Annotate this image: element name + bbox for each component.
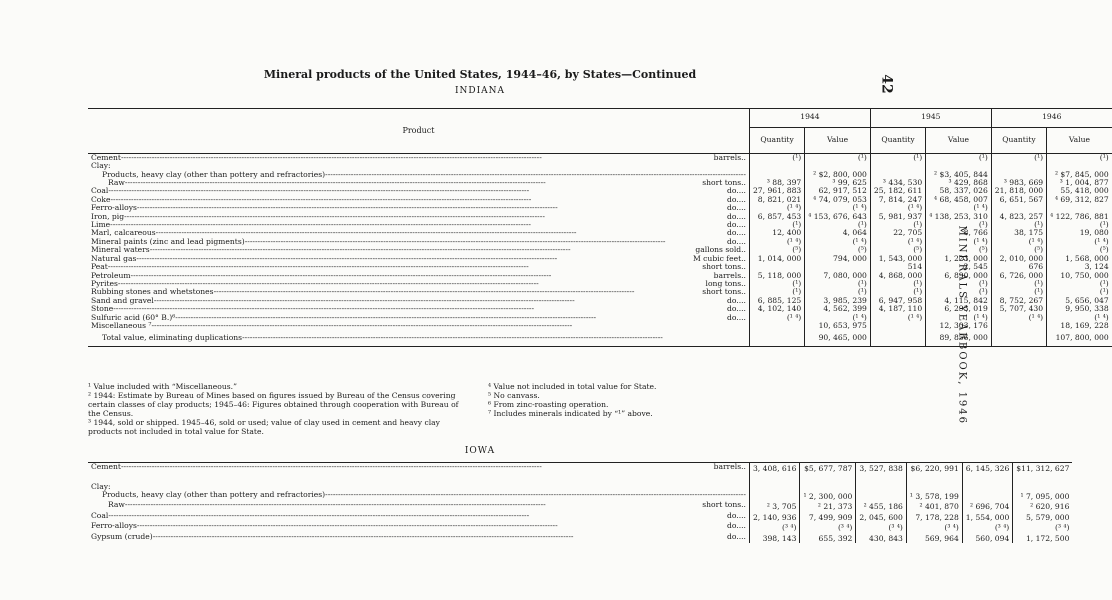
value-cell-1945: 569, 964 (906, 533, 962, 543)
unit-label: do.... (726, 531, 746, 541)
running-head: MINERALS YEARBOOK, 1946 (956, 225, 968, 426)
product-label: Coke (91, 194, 111, 204)
quantity-cell-1944: 5, 118, 000 (749, 272, 804, 280)
quantity-cell-1944: ³ 88, 397 (749, 179, 804, 187)
quantity-cell-1946: 5, 707, 430 (991, 305, 1046, 313)
product-label: Sand and gravel (91, 295, 154, 305)
unit-label: do.... (726, 236, 746, 246)
iowa-table (88, 462, 1072, 543)
value-cell-1945: 7, 178, 228 (906, 512, 962, 522)
quantity-cell-1945: ³ 434, 530 (870, 179, 925, 187)
table-row (88, 153, 1112, 162)
product-header: Product (402, 125, 435, 135)
value-cell-1945: $6, 220, 991 (906, 463, 962, 483)
quantity-cell-1944: (¹) (749, 221, 804, 229)
quantity-cell-1946: 6, 651, 567 (991, 196, 1046, 204)
quantity-cell-1946: (¹ ⁴) (991, 314, 1046, 322)
value-cell-1946: (¹) (1047, 221, 1112, 229)
value-cell-1946: $11, 312, 627 (1013, 463, 1073, 483)
unit-label: short tons.. (702, 287, 746, 297)
quantity-cell-1946: ³ 983, 669 (991, 179, 1046, 187)
value-cell-1945: 2, 545 (926, 263, 992, 271)
value-cell-1946: ⁴ 69, 312, 827 (1047, 196, 1112, 204)
value-cell-1945: 1, 223, 000 (926, 255, 992, 263)
unit-label: do.... (726, 203, 746, 213)
value-cell-1945: (¹) (926, 221, 992, 229)
quantity-cell-1945: 22, 705 (870, 229, 925, 237)
value-cell-1946: ² 620, 916 (1013, 501, 1073, 511)
year-header-1945: 1945 (870, 109, 991, 128)
unit-label: do.... (726, 521, 746, 531)
unit-label: do.... (726, 186, 746, 196)
value-cell-1944: (³ ⁴) (800, 522, 856, 532)
value-cell-1944: (¹) (805, 153, 871, 162)
quantity-cell-1946: 21, 818, 000 (991, 187, 1046, 195)
value-cell-1945: (¹ ⁴) (926, 238, 992, 246)
value-cell-1946: 9, 950, 338 (1047, 305, 1112, 313)
footnote: ⁴ Value not included in total value for State. (488, 382, 657, 391)
product-label: Stone (91, 304, 114, 314)
unit-label: short tons.. (702, 178, 746, 188)
year-header-1946: 1946 (991, 109, 1111, 128)
value-cell-1946: 1, 172, 500 (1013, 533, 1073, 543)
value-cell-1944: ⁴ 153, 676, 643 (805, 213, 871, 221)
quantity-cell-1945: 25, 182, 611 (870, 187, 925, 195)
quantity-cell-1946: 6, 145, 326 (962, 463, 1012, 483)
quantity-cell-1945: (⁵) (870, 246, 925, 254)
product-label: Gypsum (crude) (91, 531, 153, 541)
value-cell-1944: 4, 064 (805, 229, 871, 237)
product-label: Marl, calcareous (91, 228, 156, 238)
quantity-cell-1946: (¹ ⁴) (991, 238, 1046, 246)
quantity-cell-1944: 4, 102, 140 (749, 305, 804, 313)
value-cell-1944: 10, 653, 975 (805, 322, 871, 330)
value-cell-1946 (1013, 483, 1073, 491)
value-cell-1944: 4, 562, 399 (805, 305, 871, 313)
footnote: ⁶ From zinc-roasting operation. (488, 400, 609, 409)
unit-label: do.... (726, 510, 746, 520)
unit-label: do.... (726, 194, 746, 204)
value-cell-1946: 5, 656, 047 (1047, 297, 1112, 305)
product-label: Mineral paints (zinc and lead pigments) (91, 236, 245, 246)
quantity-cell-1944: 27, 961, 883 (749, 187, 804, 195)
quantity-cell-1945: (¹ ⁴) (870, 238, 925, 246)
quantity-cell-1944: (¹) (749, 288, 804, 296)
value-cell-1944: ¹ 2, 300, 000 (800, 491, 856, 501)
quantity-cell-1945: (¹ ⁴) (870, 204, 925, 212)
value-cell-1946: ² $7, 845, 000 (1047, 171, 1112, 179)
product-label: Cement (91, 462, 121, 471)
quantity-cell-1945 (856, 491, 906, 501)
table-title: Mineral products of the United States, 1944–46, by States—Continued (263, 68, 697, 81)
value-cell-1944: (¹ ⁴) (805, 314, 871, 322)
indiana-table (88, 108, 1112, 347)
unit-label: do.... (726, 295, 746, 305)
value-cell-1946: 55, 418, 000 (1047, 187, 1112, 195)
total-value-1944: 90, 465, 000 (805, 334, 871, 346)
value-cell-1944: 3, 985, 239 (805, 297, 871, 305)
value-cell-1946: ³ 1, 004, 877 (1047, 179, 1112, 187)
quantity-cell-1945: 6, 947, 958 (870, 297, 925, 305)
quantity-cell-1944: 12, 400 (749, 229, 804, 237)
value-cell-1946: (¹ ⁴) (1047, 238, 1112, 246)
product-label: Clay: (91, 481, 111, 491)
value-header: Value (1047, 128, 1112, 153)
quantity-cell-1945: 2, 045, 600 (856, 512, 906, 522)
unit-label: do.... (726, 211, 746, 221)
value-cell-1946: 5, 579, 000 (1013, 512, 1073, 522)
quantity-cell-1944: (¹) (749, 153, 804, 162)
value-cell-1945: (¹) (926, 153, 992, 162)
product-label: Products, heavy clay (other than pottery and refractories) (102, 169, 326, 179)
quantity-cell-1946: 8, 752, 267 (991, 297, 1046, 305)
unit-label: barrels.. (713, 270, 746, 280)
total-value-1946: 107, 800, 000 (1047, 334, 1112, 346)
value-cell-1945: (⁵) (926, 246, 992, 254)
quantity-cell-1946: 560, 094 (962, 533, 1012, 543)
unit-label: do.... (726, 312, 746, 322)
quantity-cell-1944: (³ ⁴) (749, 522, 799, 532)
value-cell-1944: ² 21, 373 (800, 501, 856, 511)
value-cell-1944: (¹ ⁴) (805, 238, 871, 246)
product-label: Mineral waters (91, 245, 150, 255)
quantity-cell-1944 (749, 322, 804, 330)
quantity-cell-1946: (⁵) (991, 246, 1046, 254)
quantity-cell-1944: 6, 857, 453 (749, 213, 804, 221)
value-cell-1944: 655, 392 (800, 533, 856, 543)
footnotes-right (488, 382, 868, 418)
footnote: ⁵ No canvass. (488, 391, 540, 400)
quantity-cell-1944: (⁵) (749, 246, 804, 254)
quantity-cell-1946: (¹) (991, 280, 1046, 288)
value-cell-1946: 19, 080 (1047, 229, 1112, 237)
product-label: Peat (91, 262, 108, 272)
value-cell-1944: (¹) (805, 288, 871, 296)
product-label: Raw (108, 178, 125, 188)
quantity-cell-1944: (¹) (749, 280, 804, 288)
quantity-cell-1944: 8, 821, 021 (749, 196, 804, 204)
quantity-header: Quantity (991, 128, 1046, 153)
value-cell-1945: (¹ ⁴) (926, 204, 992, 212)
quantity-cell-1944 (749, 483, 799, 491)
unit-label: do.... (726, 228, 746, 238)
product-label: Coal (91, 186, 109, 196)
value-cell-1946: (¹) (1047, 288, 1112, 296)
value-header: Value (805, 128, 871, 153)
quantity-cell-1945: 4, 187, 110 (870, 305, 925, 313)
value-cell-1944: $5, 677, 787 (800, 463, 856, 483)
value-cell-1944 (800, 483, 856, 491)
value-cell-1945: 8, 766 (926, 229, 992, 237)
product-label: Lime (91, 220, 111, 230)
quantity-cell-1946: 4, 823, 257 (991, 213, 1046, 221)
product-label: Pyrites (91, 278, 118, 288)
quantity-cell-1946: 1, 554, 000 (962, 512, 1012, 522)
value-cell-1945: 58, 337, 026 (926, 187, 992, 195)
product-label: Miscellaneous ⁷ (91, 320, 152, 330)
value-cell-1945: ⁴ 68, 458, 007 (926, 196, 992, 204)
quantity-cell-1945: (¹) (870, 153, 925, 162)
value-cell-1944: (¹) (805, 280, 871, 288)
quantity-header: Quantity (749, 128, 804, 153)
quantity-cell-1944: (¹ ⁴) (749, 238, 804, 246)
table-row (88, 322, 1112, 330)
value-cell-1946: ¹ 7, 095, 000 (1013, 491, 1073, 501)
quantity-cell-1946: (³ ⁴) (962, 522, 1012, 532)
value-cell-1945: ² $3, 405, 844 (926, 171, 992, 179)
quantity-cell-1946 (962, 491, 1012, 501)
unit-label: short tons.. (702, 500, 746, 510)
value-cell-1944: (¹) (805, 221, 871, 229)
quantity-cell-1944: 1, 014, 000 (749, 255, 804, 263)
quantity-header: Quantity (870, 128, 925, 153)
value-cell-1944: ² $2, 800, 000 (805, 171, 871, 179)
product-label: Raw (108, 500, 125, 510)
value-cell-1944: (¹ ⁴) (805, 204, 871, 212)
quantity-cell-1945 (856, 483, 906, 491)
product-label: Natural gas (91, 253, 137, 263)
quantity-cell-1945: ² 455, 186 (856, 501, 906, 511)
value-header: Value (926, 128, 992, 153)
value-cell-1945: 4, 115, 842 (926, 297, 992, 305)
unit-label: gallons sold.. (695, 245, 746, 255)
quantity-cell-1945: 430, 843 (856, 533, 906, 543)
table-row (88, 522, 1072, 532)
quantity-cell-1946: (¹) (991, 288, 1046, 296)
unit-label: do.... (726, 220, 746, 230)
quantity-cell-1944 (749, 162, 804, 170)
value-cell-1945: (¹) (926, 288, 992, 296)
value-cell-1944: ³ 99, 625 (805, 179, 871, 187)
value-cell-1944: ⁴ 74, 079, 053 (805, 196, 871, 204)
quantity-cell-1945 (870, 322, 925, 330)
quantity-cell-1945: (¹) (870, 221, 925, 229)
value-cell-1944: (⁵) (805, 246, 871, 254)
quantity-cell-1946 (962, 483, 1012, 491)
quantity-cell-1945: (³ ⁴) (856, 522, 906, 532)
table-row (88, 533, 1072, 543)
quantity-cell-1946: 38, 175 (991, 229, 1046, 237)
value-cell-1946: 10, 750, 000 (1047, 272, 1112, 280)
quantity-cell-1946 (991, 322, 1046, 330)
quantity-cell-1945: 4, 868, 000 (870, 272, 925, 280)
quantity-cell-1944: (¹ ⁴) (749, 314, 804, 322)
value-cell-1945: (¹ ⁴) (926, 314, 992, 322)
quantity-cell-1945: 1, 543, 000 (870, 255, 925, 263)
total-value-1945: 89, 856, 000 (926, 334, 992, 346)
quantity-cell-1945: (¹ ⁴) (870, 314, 925, 322)
footnote: ³ 1944, sold or shipped. 1945–46, sold or used; value of clay used in cement and heavy clay products not included in total value for State. (88, 418, 440, 436)
value-cell-1945: 12, 303, 176 (926, 322, 992, 330)
quantity-cell-1944: 2, 140, 936 (749, 512, 799, 522)
product-label: Iron, pig (91, 211, 125, 221)
product-label: Rubbing stones and whetstones (91, 287, 214, 297)
product-label: Coal (91, 510, 109, 520)
unit-label: barrels.. (713, 462, 746, 471)
year-header-1944: 1944 (749, 109, 870, 128)
product-label: Cement (91, 152, 121, 162)
footnote: ¹ Value included with “Miscellaneous.” (88, 382, 237, 391)
value-cell-1946: (³ ⁴) (1013, 522, 1073, 532)
quantity-cell-1944: (¹ ⁴) (749, 204, 804, 212)
page-number: 42 (878, 74, 895, 94)
value-cell-1946: 18, 169, 228 (1047, 322, 1112, 330)
value-cell-1946: ⁴ 122, 786, 881 (1047, 213, 1112, 221)
value-cell-1945: ⁴ 138, 253, 310 (926, 213, 992, 221)
quantity-cell-1945: 7, 814, 247 (870, 196, 925, 204)
value-cell-1945: 6, 890, 000 (926, 272, 992, 280)
quantity-cell-1946: ² 696, 704 (962, 501, 1012, 511)
quantity-cell-1944: 398, 143 (749, 533, 799, 543)
unit-label: short tons.. (702, 262, 746, 272)
quantity-cell-1945: (¹) (870, 288, 925, 296)
table-row (88, 463, 1072, 483)
value-cell-1945 (906, 483, 962, 491)
value-cell-1945: (³ ⁴) (906, 522, 962, 532)
quantity-cell-1946 (991, 162, 1046, 170)
value-cell-1945: 6, 293, 019 (926, 305, 992, 313)
value-cell-1946: (¹ ⁴) (1047, 314, 1112, 322)
value-cell-1945: ¹ 3, 578, 199 (906, 491, 962, 501)
value-cell-1945: (¹) (926, 280, 992, 288)
iowa-table-body (88, 463, 1072, 543)
quantity-cell-1946: 2, 010, 000 (991, 255, 1046, 263)
product-label: Ferro-alloys (91, 203, 137, 213)
quantity-cell-1946: 676 (991, 263, 1046, 271)
value-cell-1944: 794, 000 (805, 255, 871, 263)
quantity-cell-1945: 3, 527, 838 (856, 463, 906, 483)
value-cell-1946: 3, 124 (1047, 263, 1112, 271)
value-cell-1944: 7, 080, 000 (805, 272, 871, 280)
product-label: Petroleum (91, 270, 131, 280)
quantity-cell-1944: 3, 408, 616 (749, 463, 799, 483)
quantity-cell-1946: (¹) (991, 221, 1046, 229)
quantity-cell-1945: 5, 981, 937 (870, 213, 925, 221)
value-cell-1946: (¹) (1047, 280, 1112, 288)
quantity-cell-1945: 514 (870, 263, 925, 271)
value-cell-1944: 62, 917, 512 (805, 187, 871, 195)
value-cell-1945: ³ 429, 868 (926, 179, 992, 187)
product-label: Products, heavy clay (other than pottery and refractories) (102, 489, 326, 499)
footnotes-left (88, 382, 468, 436)
unit-label: M cubic feet.. (692, 253, 746, 263)
value-cell-1946: (⁵) (1047, 246, 1112, 254)
quantity-cell-1944: 6, 885, 125 (749, 297, 804, 305)
footnote: ⁷ Includes minerals indicated by “¹” above. (488, 409, 653, 418)
product-label: Sulfuric acid (60° B.)⁶ (91, 312, 176, 322)
value-cell-1946: (¹) (1047, 153, 1112, 162)
state-heading-indiana: INDIANA (454, 86, 506, 96)
product-label: Ferro-alloys (91, 521, 137, 531)
quantity-cell-1945: (¹) (870, 280, 925, 288)
unit-label: barrels.. (713, 152, 746, 162)
value-cell-1944: 7, 499, 909 (800, 512, 856, 522)
state-heading-iowa: IOWA (464, 446, 496, 456)
product-label: Clay: (91, 161, 111, 171)
unit-label: do.... (726, 304, 746, 314)
quantity-cell-1944 (749, 491, 799, 501)
indiana-table-body (88, 153, 1112, 330)
value-cell-1945: ² 401, 870 (906, 501, 962, 511)
value-cell-1946: 1, 568, 000 (1047, 255, 1112, 263)
quantity-cell-1944: ² 3, 705 (749, 501, 799, 511)
unit-label: long tons.. (705, 278, 746, 288)
quantity-cell-1946: (¹) (991, 153, 1046, 162)
footnote: ² 1944: Estimate by Bureau of Mines based on figures issued by Bureau of the Census covering certain classes of clay products; 1945–46: Figures obtained through cooperation with Bureau of the Census. (88, 391, 459, 418)
quantity-cell-1946: 6, 726, 000 (991, 272, 1046, 280)
quantity-cell-1945 (870, 162, 925, 170)
total-label: Total value, eliminating duplications (102, 333, 243, 343)
